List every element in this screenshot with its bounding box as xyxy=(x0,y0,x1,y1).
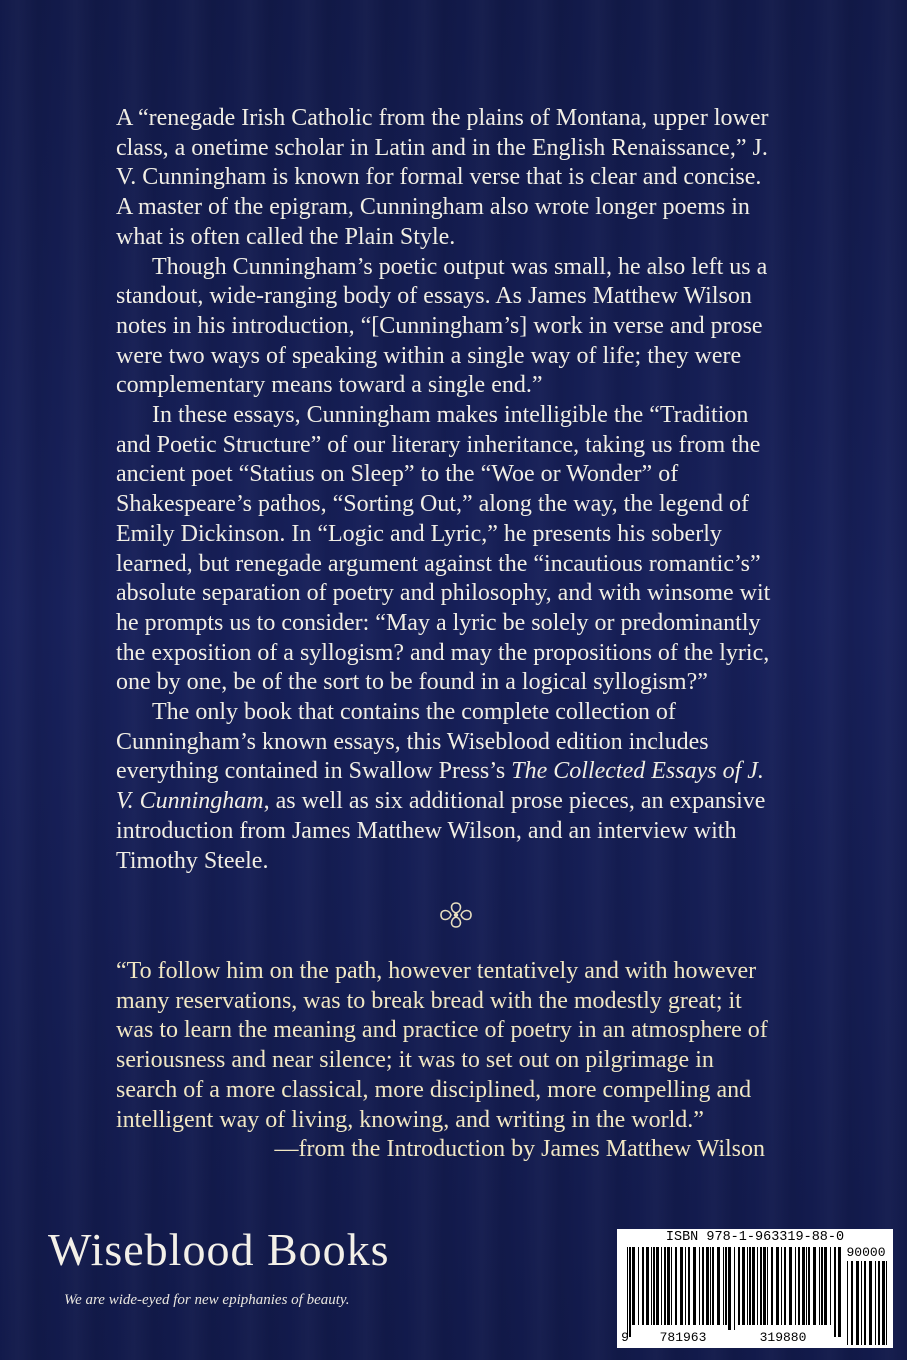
barcode-bars xyxy=(625,1247,843,1337)
isbn-label: ISBN 978-1-963319-88-0 xyxy=(665,1230,845,1245)
barcode-bar xyxy=(706,1247,709,1325)
barcode-bar xyxy=(728,1247,731,1337)
barcode-digits xyxy=(617,1330,847,1346)
barcode-bar xyxy=(629,1247,631,1337)
description-copy xyxy=(116,104,776,876)
description-paragraph-final xyxy=(116,698,776,876)
barcode-bar xyxy=(702,1247,704,1325)
book-title: The Collected Essays of J. V. Cunningham xyxy=(116,758,764,815)
barcode-bar xyxy=(651,1247,652,1325)
barcode-bar xyxy=(710,1247,711,1325)
barcode-bar xyxy=(882,1261,885,1345)
barcode-bar xyxy=(656,1247,659,1325)
barcode-bar xyxy=(688,1247,690,1325)
barcode-bar xyxy=(830,1247,831,1325)
barcode-bar xyxy=(685,1247,686,1325)
barcode-bar xyxy=(749,1247,751,1325)
barcode-bar xyxy=(642,1247,644,1325)
barcode-bar xyxy=(869,1261,872,1345)
barcode-bar xyxy=(798,1247,800,1325)
barcode-bar xyxy=(760,1247,762,1325)
barcode-bar xyxy=(824,1247,827,1325)
barcode-bar xyxy=(878,1261,880,1345)
barcode-bar xyxy=(851,1261,853,1345)
barcode-bar xyxy=(856,1261,859,1345)
price-code: 90000 xyxy=(846,1245,886,1260)
barcode-bar xyxy=(752,1247,755,1325)
barcode-bar xyxy=(838,1247,841,1337)
description-text: , as well as six additional prose pieces, an expansive introduction from James Matthew Wilson, and an interview with Timothy Steele. xyxy=(116,788,766,874)
barcode-bar xyxy=(821,1247,823,1325)
quote-text: “To follow him on the path, however tentatively and with however many reservations, was to break bread with the modestly great; it was to learn the meaning and practice of poetry in an atmosphere of seriousness and near silence; it was to set out on pilgrimage in search of a more classical, more disciplined, more compelling and intelligent way of living, knowing, and writing in the world.” xyxy=(116,958,768,1133)
barcode-bar xyxy=(638,1247,639,1325)
barcode-bar xyxy=(819,1247,820,1325)
description-paragraph: A “renegade Irish Catholic from the plains of Montana, upper lower class, a onetime scholar in Latin and in the English Renaissance,” J. V. Cunningham is known for formal verse that is clear and concise. A master of the epigram, Cunningham also wrote longer poems in what is often called the Plain Style. xyxy=(116,105,769,250)
barcode-bar xyxy=(864,1261,866,1345)
barcode-bar xyxy=(747,1247,748,1325)
barcode-bar xyxy=(671,1247,672,1325)
description-text: The only book that contains the complete collection of Cunningham’s known essays, this Wiseblood edition includes everything contained in Swallow Press’s xyxy=(116,699,709,785)
barcode-bar xyxy=(646,1247,649,1325)
barcode-bar xyxy=(723,1247,724,1325)
quote-attribution: —from the Introduction by James Matthew Wilson xyxy=(274,1136,765,1163)
barcode-bar xyxy=(712,1247,714,1325)
barcode-bar xyxy=(680,1247,683,1325)
barcode-bar xyxy=(661,1247,662,1325)
barcode-bar xyxy=(806,1247,807,1325)
barcode-digit-group: 319880 xyxy=(733,1330,833,1346)
description-paragraph: In these essays, Cunningham makes intelligible the “Tradition and Poetic Structure” of our literary inheritance, taking us from the ancient poet “Statius on Sleep” to the “Woe or Wonder” of Shakespeare’s pathos, “Sorting Out,” along the way, the legend of Emily Dickinson. In “Logic and Lyric,” he presents his soberly learned, but renegade argument against the “incautious romantic’s” absolute separation of poetry and philosophy, and with winsome wit he prompts us to consider: “May a lyric be solely or predominantly the exposition of a syllogism? and may the propositions of the lyric, one by one, be of the sort to be found in a logical syllogism?” xyxy=(116,402,771,696)
barcode-bar xyxy=(795,1247,796,1325)
barcode-bar xyxy=(802,1247,805,1325)
barcode-bar xyxy=(742,1247,745,1325)
fleuron-ornament-icon xyxy=(438,900,474,930)
barcode-bar xyxy=(734,1247,735,1337)
barcode-bar xyxy=(667,1247,670,1325)
barcode-bar xyxy=(776,1247,779,1325)
barcode-bar xyxy=(717,1247,720,1325)
barcode-bar xyxy=(886,1261,887,1345)
barcode-bar xyxy=(847,1261,848,1345)
barcode-bar xyxy=(789,1247,792,1325)
barcode-bar xyxy=(632,1247,635,1325)
barcode-bar xyxy=(738,1247,740,1325)
barcode-bar xyxy=(693,1247,696,1325)
barcode-bar xyxy=(784,1247,786,1325)
barcode-bar xyxy=(813,1247,816,1325)
barcode-bar xyxy=(875,1261,876,1345)
barcode-bar xyxy=(725,1247,727,1325)
barcode-bar xyxy=(767,1247,768,1325)
barcode-bar xyxy=(757,1247,758,1325)
barcode-bar xyxy=(781,1247,782,1325)
barcode-digit-group: 781963 xyxy=(633,1330,733,1346)
introduction-quote xyxy=(116,957,776,1165)
barcode-bar xyxy=(763,1247,766,1325)
isbn-barcode xyxy=(617,1229,893,1348)
barcode-bar xyxy=(699,1247,700,1325)
barcode-bar xyxy=(771,1247,773,1325)
barcode-bar xyxy=(808,1247,810,1325)
barcode-bar xyxy=(861,1261,862,1345)
barcode-bar xyxy=(664,1247,666,1325)
barcode-bar xyxy=(653,1247,655,1325)
barcode-bar xyxy=(627,1247,628,1337)
barcode-addon-bars xyxy=(845,1261,889,1345)
publisher-tagline: We are wide-eyed for new epiphanies of beauty. xyxy=(64,1292,350,1308)
barcode-bar xyxy=(675,1247,677,1325)
description-paragraph: Though Cunningham’s poetic output was small, he also left us a standout, wide-ranging body of essays. As James Matthew Wilson notes in his introduction, “[Cunningham’s] work in verse and prose were two ways of speaking within a single way of life; they were complementary means toward a single end.” xyxy=(116,253,768,399)
barcode-digit-lead: 9 xyxy=(621,1330,629,1345)
publisher-logo: Wiseblood Books xyxy=(48,1224,390,1275)
barcode-bar xyxy=(834,1247,836,1337)
